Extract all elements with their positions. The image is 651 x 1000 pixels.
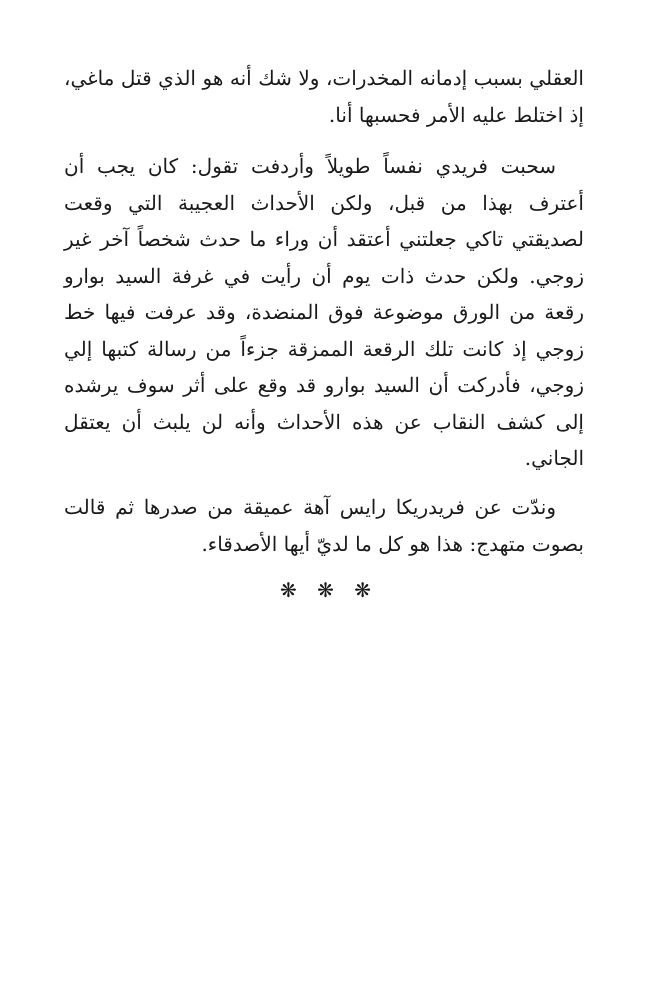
asterism-icon: ❋: [354, 578, 371, 602]
paragraph-2-text: سحبت فريدي نفساً طويلاً وأردفت تقول: كان يجب أن أعترف بهذا من قبل، ولكن الأحداث العجيبة التي وقعت لصديقتي تاكي جعلتني أعتقد أن وراء ما حدث شخصاً آخر غير زوجي. ولكن حدث ذات يوم أن رأيت في غرفة السيد بوارو رقعة من الورق موضوعة فوق المنضدة، وقد عرفت فيها خط زوجي إذ كانت تلك الرقعة الممزقة جزءاً من رسالة كتبها إلي زوجي، فأدركت أن السيد بوارو قد وقع على أثر سوف يرشده إلى كشف النقاب عن هذه الأحداث وأنه لن يلبث أن يعتقل الجاني.: [64, 154, 584, 470]
paragraph-closing: [64, 489, 584, 562]
asterism-icon: ❋: [279, 578, 297, 602]
paragraph-1-text: العقلي بسبب إدمانه المخدرات، ولا شك أنه هو الذي قتل ماغي، إذ اختلط عليه الأمر فحسبها أنا.: [64, 66, 584, 127]
paragraph-3-text: وندّت عن فريدريكا رايس آهة عميقة من صدرها ثم قالت بصوت متهدج: هذا هو كل ما لديّ أيها الأصدقاء.: [64, 495, 584, 556]
asterism-icon: ❋: [317, 578, 334, 602]
paragraph-continuation: [64, 60, 584, 133]
paragraph-freddie-confession: [64, 148, 584, 477]
section-break-ornament: [0, 578, 651, 602]
